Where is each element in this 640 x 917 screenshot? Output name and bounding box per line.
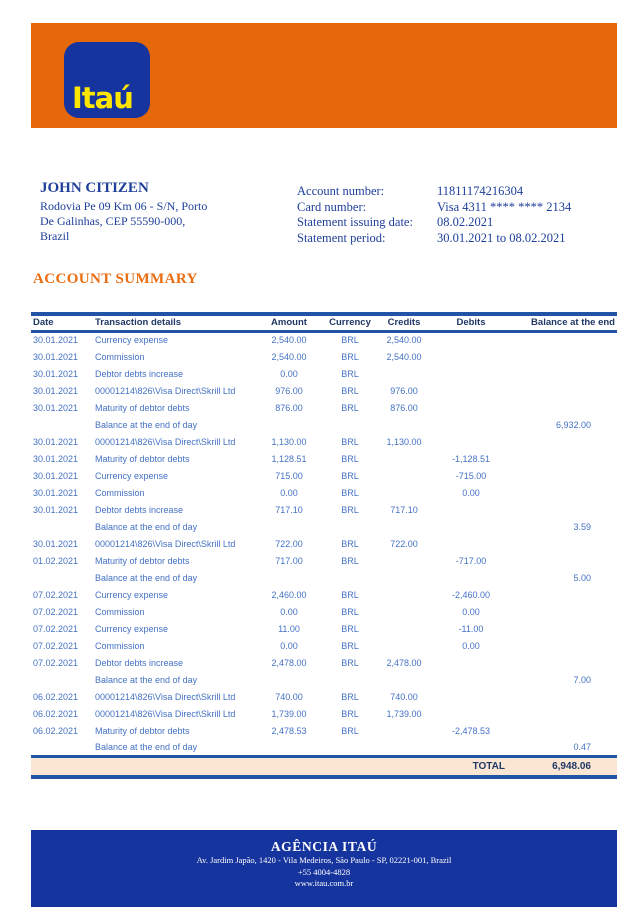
- cell-credits: [371, 518, 437, 535]
- cell-currency: BRL: [341, 335, 359, 346]
- cell-details: Debtor debts increase: [95, 657, 184, 668]
- cell-amount: 0.00: [280, 368, 298, 379]
- table-header: [31, 314, 617, 331]
- cell-credits: [371, 450, 437, 467]
- table-row: [31, 518, 617, 535]
- cell-date: [31, 416, 93, 433]
- cell-details: Currency expense: [95, 623, 169, 634]
- cell-debits: [437, 654, 505, 671]
- cell-date: 07.02.2021: [33, 589, 79, 600]
- cell-amount: 740.00: [275, 691, 303, 702]
- cell-balance: [505, 450, 617, 467]
- table-row: [31, 433, 617, 450]
- cell-date: [31, 739, 93, 756]
- cell-credits: [371, 637, 437, 654]
- column-header-details: Transaction details: [95, 317, 182, 329]
- cell-currency: [329, 569, 371, 586]
- header-band: [31, 23, 617, 128]
- cell-debits: [437, 688, 505, 705]
- table-row: [31, 535, 617, 552]
- table-row: [31, 705, 617, 722]
- cell-details: Currency expense: [95, 589, 169, 600]
- cell-details: 00001214\826\Visa Direct\Skrill Ltd: [95, 691, 236, 702]
- cell-debits: [437, 671, 505, 688]
- column-header-amount: Amount: [271, 317, 307, 329]
- cell-debits: -11.00: [458, 623, 484, 634]
- cell-amount: 0.00: [280, 640, 298, 651]
- cell-balance: 5.00: [573, 572, 591, 583]
- table-row: [31, 399, 617, 416]
- table-row: [31, 382, 617, 399]
- cell-details: Maturity of debtor debts: [95, 402, 190, 413]
- cell-amount: [249, 518, 329, 535]
- cell-currency: [329, 739, 371, 756]
- cell-date: 07.02.2021: [33, 657, 79, 668]
- cell-balance: [505, 705, 617, 722]
- column-header-credits: Credits: [387, 317, 421, 329]
- total-label: TOTAL: [472, 760, 505, 772]
- table-total-row: [31, 756, 617, 777]
- cell-amount: 2,478.00: [271, 657, 307, 668]
- cell-debits: [437, 569, 505, 586]
- cell-details: Balance at the end of day: [95, 521, 198, 532]
- cell-details: Currency expense: [95, 335, 169, 346]
- cell-details: 00001214\826\Visa Direct\Skrill Ltd: [95, 385, 236, 396]
- cell-date: [31, 569, 93, 586]
- account-info-label: Statement issuing date:: [297, 215, 413, 229]
- table-row: [31, 739, 617, 756]
- cell-date: 30.01.2021: [33, 335, 79, 346]
- cell-details: Balance at the end of day: [95, 419, 198, 430]
- cell-balance: 3.59: [573, 521, 591, 532]
- cell-debits: [437, 433, 505, 450]
- cell-credits: 876.00: [390, 402, 418, 413]
- cell-details: Maturity of debtor debts: [95, 453, 190, 464]
- total-value: 6,948.06: [552, 760, 591, 772]
- footer-line: Av. Jardim Japão, 1420 - Vila Medeiros, São Paulo - SP, 02221-001, Brazil: [196, 855, 452, 865]
- cell-balance: [505, 433, 617, 450]
- footer-line: www.itau.com.br: [294, 878, 354, 888]
- cell-currency: BRL: [341, 368, 359, 379]
- cell-balance: [505, 586, 617, 603]
- cell-date: 07.02.2021: [33, 623, 79, 634]
- table-row: [31, 688, 617, 705]
- cell-date: 06.02.2021: [33, 708, 79, 719]
- cell-balance: 0.47: [573, 741, 591, 752]
- cell-currency: BRL: [341, 436, 359, 447]
- cell-balance: [505, 399, 617, 416]
- cell-date: 07.02.2021: [33, 606, 79, 617]
- address-line: De Galinhas, CEP 55590-000,: [40, 214, 186, 228]
- cell-currency: BRL: [341, 470, 359, 481]
- cell-credits: [371, 603, 437, 620]
- cell-balance: [505, 467, 617, 484]
- cell-debits: [437, 331, 505, 348]
- cell-date: 07.02.2021: [33, 640, 79, 651]
- cell-balance: 6,932.00: [555, 419, 591, 430]
- cell-debits: -2,460.00: [451, 589, 491, 600]
- cell-credits: [371, 569, 437, 586]
- cell-balance: [505, 620, 617, 637]
- cell-currency: BRL: [341, 538, 359, 549]
- cell-balance: [505, 654, 617, 671]
- recipient-address: [40, 199, 207, 244]
- footer-agency-title: AGÊNCIA ITAÚ: [270, 839, 378, 854]
- cell-debits: [437, 501, 505, 518]
- cell-date: 30.01.2021: [33, 453, 79, 464]
- cell-balance: [505, 722, 617, 739]
- cell-balance: [505, 637, 617, 654]
- cell-debits: 0.00: [462, 487, 480, 498]
- cell-details: 00001214\826\Visa Direct\Skrill Ltd: [95, 436, 236, 447]
- table-row: [31, 671, 617, 688]
- cell-amount: 2,478.53: [271, 725, 307, 736]
- address-line: Brazil: [40, 229, 70, 243]
- table-row: [31, 620, 617, 637]
- cell-date: 30.01.2021: [33, 538, 79, 549]
- table-row: [31, 450, 617, 467]
- account-info-value: 08.02.2021: [437, 215, 494, 229]
- table-row: [31, 484, 617, 501]
- cell-debits: [437, 365, 505, 382]
- cell-currency: [329, 416, 371, 433]
- cell-date: 06.02.2021: [33, 691, 79, 702]
- address-line: Rodovia Pe 09 Km 06 - S/N, Porto: [40, 199, 208, 213]
- table-row: [31, 637, 617, 654]
- cell-balance: [505, 484, 617, 501]
- cell-credits: [371, 671, 437, 688]
- cell-debits: 0.00: [462, 606, 480, 617]
- cell-details: 00001214\826\Visa Direct\Skrill Ltd: [95, 708, 236, 719]
- cell-details: Maturity of debtor debts: [95, 555, 190, 566]
- cell-currency: BRL: [341, 555, 359, 566]
- account-info-row: [297, 200, 571, 216]
- cell-amount: 717.10: [275, 504, 303, 515]
- cell-credits: [371, 416, 437, 433]
- cell-credits: [371, 586, 437, 603]
- cell-details: Balance at the end of day: [95, 741, 198, 752]
- cell-currency: BRL: [341, 589, 359, 600]
- cell-date: 01.02.2021: [33, 555, 79, 566]
- table-row: [31, 365, 617, 382]
- cell-date: 30.01.2021: [33, 504, 79, 515]
- cell-currency: BRL: [341, 623, 359, 634]
- cell-debits: [437, 382, 505, 399]
- cell-balance: 7.00: [573, 674, 591, 685]
- cell-details: Commission: [95, 351, 145, 362]
- cell-amount: [249, 416, 329, 433]
- cell-credits: [371, 365, 437, 382]
- cell-amount: 0.00: [280, 487, 298, 498]
- cell-currency: [329, 518, 371, 535]
- cell-date: 30.01.2021: [33, 385, 79, 396]
- account-info-value: 30.01.2021 to 08.02.2021: [437, 230, 566, 245]
- cell-debits: -715.00: [455, 470, 487, 481]
- itau-logo-text: Itaú: [72, 81, 133, 115]
- cell-date: 30.01.2021: [33, 402, 79, 413]
- cell-credits: 2,478.00: [386, 657, 422, 668]
- cell-amount: [249, 671, 329, 688]
- cell-credits: 976.00: [390, 385, 418, 396]
- table-row: [31, 569, 617, 586]
- cell-details: Balance at the end of day: [95, 572, 198, 583]
- cell-details: Commission: [95, 640, 145, 651]
- cell-amount: 876.00: [275, 402, 303, 413]
- cell-credits: 717.10: [390, 504, 418, 515]
- cell-balance: [505, 501, 617, 518]
- cell-credits: [371, 467, 437, 484]
- table-row: [31, 416, 617, 433]
- cell-details: Commission: [95, 606, 145, 617]
- footer-line: +55 4004-4828: [297, 866, 351, 877]
- account-info-block: [297, 184, 571, 246]
- section-title: ACCOUNT SUMMARY: [33, 271, 198, 287]
- cell-debits: [437, 518, 505, 535]
- cell-balance: [505, 535, 617, 552]
- table-row: [31, 586, 617, 603]
- cell-amount: 715.00: [275, 470, 303, 481]
- account-info-value: 11811174216304: [437, 184, 524, 198]
- column-header-currency: Currency: [329, 317, 371, 329]
- cell-amount: 722.00: [275, 538, 303, 549]
- footer-band: [31, 830, 617, 907]
- table-row: [31, 348, 617, 365]
- cell-details: Debtor debts increase: [95, 368, 184, 379]
- column-header-date: Date: [33, 317, 54, 329]
- cell-currency: BRL: [341, 453, 359, 464]
- cell-details: Maturity of debtor debts: [95, 725, 190, 736]
- column-header-debits: Debits: [456, 317, 486, 329]
- itau-logo-icon: [64, 42, 150, 118]
- cell-balance: [505, 382, 617, 399]
- cell-credits: [371, 739, 437, 756]
- table-row: [31, 654, 617, 671]
- cell-currency: BRL: [341, 385, 359, 396]
- cell-details: Balance at the end of day: [95, 674, 198, 685]
- cell-date: 30.01.2021: [33, 351, 79, 362]
- cell-balance: [505, 331, 617, 348]
- cell-details: Currency expense: [95, 470, 169, 481]
- cell-balance: [505, 552, 617, 569]
- cell-amount: 2,540.00: [271, 335, 307, 346]
- cell-currency: BRL: [341, 725, 359, 736]
- account-summary-table: [31, 312, 617, 779]
- footer-contact-lines: [31, 855, 617, 890]
- table-row: [31, 501, 617, 518]
- table-row: [31, 552, 617, 569]
- cell-debits: [437, 416, 505, 433]
- table-row: [31, 722, 617, 739]
- cell-debits: [437, 705, 505, 722]
- cell-debits: [437, 739, 505, 756]
- account-info-row: [297, 231, 571, 247]
- cell-date: 30.01.2021: [33, 368, 79, 379]
- cell-amount: [249, 569, 329, 586]
- total-spacer: [31, 756, 437, 777]
- cell-amount: 2,540.00: [271, 351, 307, 362]
- cell-debits: 0.00: [462, 640, 480, 651]
- cell-debits: [437, 399, 505, 416]
- table-row: [31, 467, 617, 484]
- cell-debits: [437, 535, 505, 552]
- cell-currency: BRL: [341, 402, 359, 413]
- cell-credits: [371, 620, 437, 637]
- cell-currency: BRL: [341, 504, 359, 515]
- cell-currency: BRL: [341, 351, 359, 362]
- cell-details: Commission: [95, 487, 145, 498]
- cell-debits: [437, 348, 505, 365]
- cell-debits: -2,478.53: [451, 725, 491, 736]
- cell-amount: 976.00: [275, 385, 303, 396]
- cell-amount: 1,130.00: [271, 436, 307, 447]
- table-row: [31, 603, 617, 620]
- cell-date: 30.01.2021: [33, 487, 79, 498]
- column-header-balance: Balance at the end: [531, 317, 615, 329]
- cell-credits: 740.00: [390, 691, 418, 702]
- cell-credits: 1,739.00: [386, 708, 422, 719]
- cell-credits: 722.00: [390, 538, 418, 549]
- cell-credits: [371, 484, 437, 501]
- cell-amount: 0.00: [280, 606, 298, 617]
- account-info-label: Card number:: [297, 199, 367, 214]
- cell-currency: BRL: [341, 708, 359, 719]
- cell-amount: 11.00: [278, 623, 300, 634]
- account-info-row: [297, 184, 571, 200]
- cell-currency: BRL: [341, 606, 359, 617]
- cell-balance: [505, 348, 617, 365]
- cell-balance: [505, 365, 617, 382]
- cell-credits: 1,130.00: [386, 436, 422, 447]
- account-info-row: [297, 215, 571, 231]
- cell-currency: BRL: [341, 487, 359, 498]
- recipient-block: [40, 180, 207, 244]
- recipient-name: JOHN CITIZEN: [40, 180, 149, 196]
- cell-currency: [329, 671, 371, 688]
- cell-amount: [249, 739, 329, 756]
- cell-date: [31, 518, 93, 535]
- cell-currency: BRL: [341, 657, 359, 668]
- cell-amount: 717.00: [275, 555, 303, 566]
- account-info-value: Visa 4311 **** **** 2134: [437, 199, 572, 214]
- cell-balance: [505, 603, 617, 620]
- cell-currency: BRL: [341, 691, 359, 702]
- cell-currency: BRL: [341, 640, 359, 651]
- account-info-label: Account number:: [297, 184, 385, 198]
- cell-credits: 2,540.00: [386, 335, 422, 346]
- cell-balance: [505, 688, 617, 705]
- cell-details: 00001214\826\Visa Direct\Skrill Ltd: [95, 538, 236, 549]
- cell-date: [31, 671, 93, 688]
- cell-date: 30.01.2021: [33, 470, 79, 481]
- cell-credits: 2,540.00: [386, 351, 422, 362]
- cell-debits: -717.00: [455, 555, 487, 566]
- cell-amount: 2,460.00: [271, 589, 307, 600]
- table-row: [31, 331, 617, 348]
- cell-debits: -1,128.51: [451, 453, 491, 464]
- cell-credits: [371, 722, 437, 739]
- cell-date: 06.02.2021: [33, 725, 79, 736]
- cell-date: 30.01.2021: [33, 436, 79, 447]
- account-info-label: Statement period:: [297, 230, 386, 245]
- cell-details: Debtor debts increase: [95, 504, 184, 515]
- cell-amount: 1,739.00: [271, 708, 307, 719]
- cell-credits: [371, 552, 437, 569]
- cell-amount: 1,128.51: [271, 453, 307, 464]
